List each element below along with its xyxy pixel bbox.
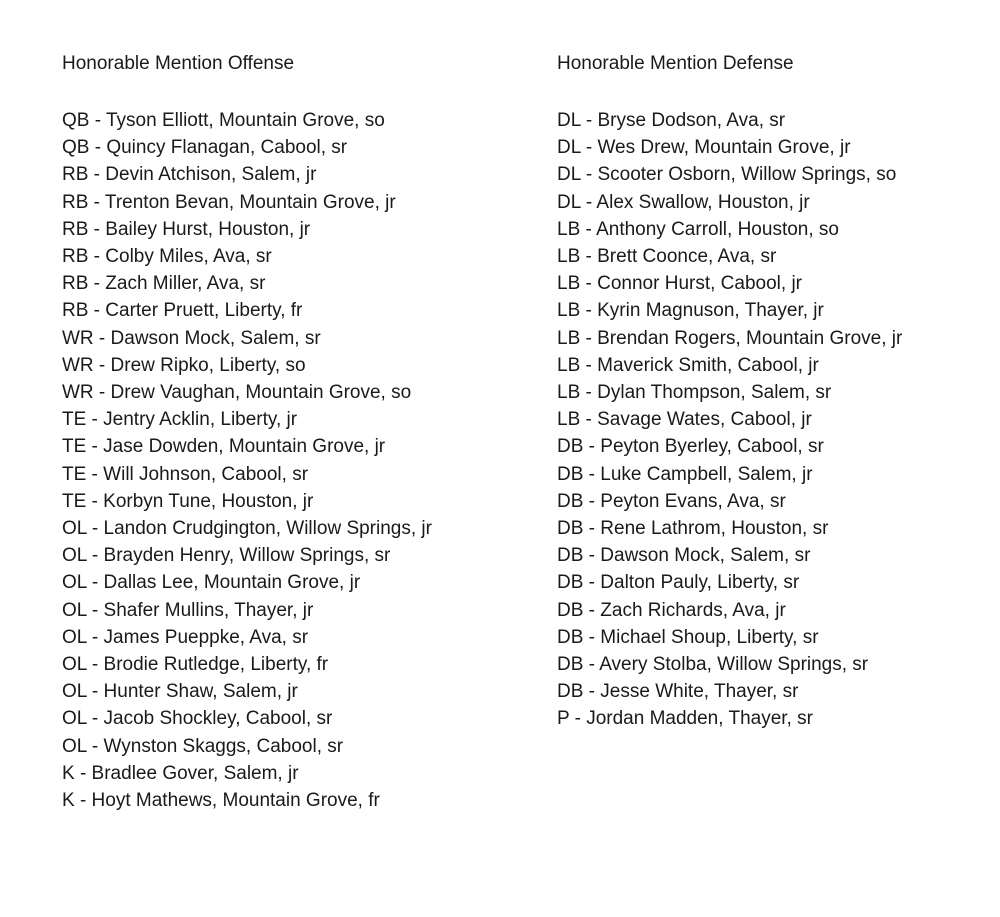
player-entry: LB - Maverick Smith, Cabool, jr: [557, 354, 819, 376]
defense-heading: Honorable Mention Defense: [557, 53, 794, 74]
player-entry: K - Hoyt Mathews, Mountain Grove, fr: [62, 790, 380, 812]
player-entry: OL - Wynston Skaggs, Cabool, sr: [62, 735, 344, 757]
player-entry: DB - Dalton Pauly, Liberty, sr: [557, 572, 800, 594]
player-entry: TE - Will Johnson, Cabool, sr: [62, 463, 309, 485]
player-entry: OL - James Pueppke, Ava, sr: [62, 626, 309, 648]
player-entry: DB - Dawson Mock, Salem, sr: [557, 545, 811, 567]
player-entry: DB - Avery Stolba, Willow Springs, sr: [557, 654, 869, 676]
player-entry: OL - Hunter Shaw, Salem, jr: [62, 681, 298, 703]
player-entry: DB - Peyton Byerley, Cabool, sr: [557, 436, 824, 458]
player-entry: DL - Scooter Osborn, Willow Springs, so: [557, 164, 897, 186]
player-entry: DB - Michael Shoup, Liberty, sr: [557, 626, 819, 648]
player-entry: LB - Kyrin Magnuson, Thayer, jr: [557, 300, 824, 322]
player-entry: RB - Devin Atchison, Salem, jr: [62, 164, 317, 186]
defense-column: [557, 52, 902, 733]
player-entry: DL - Alex Swallow, Houston, jr: [557, 191, 810, 213]
player-entry: DB - Rene Lathrom, Houston, sr: [557, 518, 829, 540]
player-entry: DB - Peyton Evans, Ava, sr: [557, 490, 786, 512]
player-entry: RB - Trenton Bevan, Mountain Grove, jr: [62, 191, 396, 213]
player-entry: OL - Shafer Mullins, Thayer, jr: [62, 599, 314, 621]
player-entry: K - Bradlee Gover, Salem, jr: [62, 762, 299, 784]
player-entry: DL - Bryse Dodson, Ava, sr: [557, 110, 786, 131]
player-entry: LB - Dylan Thompson, Salem, sr: [557, 382, 832, 404]
player-entry: RB - Zach Miller, Ava, sr: [62, 273, 266, 295]
player-entry: LB - Savage Wates, Cabool, jr: [557, 409, 812, 431]
player-entry: WR - Drew Vaughan, Mountain Grove, so: [62, 382, 412, 404]
player-entry: DB - Luke Campbell, Salem, jr: [557, 463, 813, 485]
player-entry: DB - Zach Richards, Ava, jr: [557, 599, 786, 621]
player-entry: LB - Brett Coonce, Ava, sr: [557, 246, 777, 268]
player-entry: LB - Anthony Carroll, Houston, so: [557, 218, 839, 240]
player-entry: WR - Drew Ripko, Liberty, so: [62, 354, 306, 376]
player-entry: WR - Dawson Mock, Salem, sr: [62, 327, 321, 349]
player-entry: DB - Jesse White, Thayer, sr: [557, 681, 799, 703]
player-entry: RB - Bailey Hurst, Houston, jr: [62, 218, 311, 240]
player-entry: LB - Brendan Rogers, Mountain Grove, jr: [557, 327, 903, 349]
player-entry: OL - Landon Crudgington, Willow Springs, jr: [62, 518, 432, 540]
player-entry: OL - Dallas Lee, Mountain Grove, jr: [62, 572, 361, 594]
player-entry: TE - Jase Dowden, Mountain Grove, jr: [62, 436, 386, 458]
player-entry: TE - Jentry Acklin, Liberty, jr: [62, 409, 298, 431]
player-entry: OL - Jacob Shockley, Cabool, sr: [62, 708, 333, 730]
player-entry: QB - Quincy Flanagan, Cabool, sr: [62, 137, 348, 159]
player-entry: DL - Wes Drew, Mountain Grove, jr: [557, 137, 851, 159]
player-entry: QB - Tyson Elliott, Mountain Grove, so: [62, 110, 385, 131]
player-entry: TE - Korbyn Tune, Houston, jr: [62, 490, 314, 512]
player-entry: RB - Colby Miles, Ava, sr: [62, 246, 272, 268]
player-entry: RB - Carter Pruett, Liberty, fr: [62, 300, 303, 322]
offense-column: [62, 52, 432, 814]
player-entry: P - Jordan Madden, Thayer, sr: [557, 708, 813, 730]
player-entry: LB - Connor Hurst, Cabool, jr: [557, 273, 802, 295]
offense-heading: Honorable Mention Offense: [62, 53, 295, 74]
player-entry: OL - Brodie Rutledge, Liberty, fr: [62, 654, 329, 676]
defense-list: [557, 107, 902, 733]
player-entry: OL - Brayden Henry, Willow Springs, sr: [62, 545, 391, 567]
offense-list: [62, 107, 432, 814]
